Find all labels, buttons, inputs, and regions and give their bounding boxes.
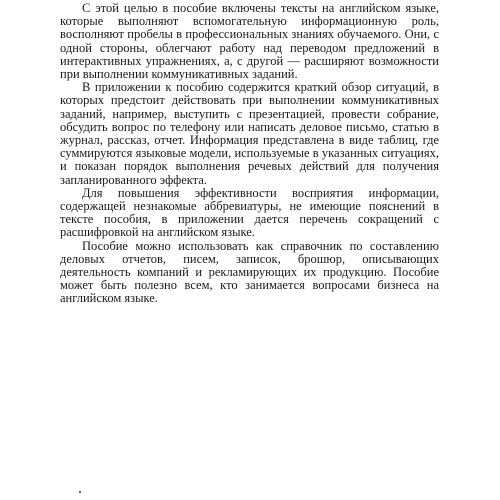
scan-speck bbox=[79, 491, 81, 493]
paragraph-3: Для повышения эффективности восприятия информации, содержащей незнакомые аббревиатуры, не имеющие пояснений в тексте пособия, в приложении дается перечень сокращений с расшифровкой на английском языке. bbox=[60, 185, 439, 240]
paragraph-2: В приложении к пособию содержится краткий обзор ситуаций, в которых предстоит действовать при выполнении коммуникативных заданий, например, выступить с презентацией, провести собрание, обсудить вопрос по телефону или написать деловое письмо, статью в журнал, рассказ, отчет. Информация представлена в виде таблиц, где суммируются языковые модели, используемые в указанных ситуациях, и показан порядок выполнения речевых действий для получения запланированного эффекта. bbox=[60, 80, 439, 187]
paragraph-1: С этой целью в пособие включены тексты на английском языке, которые выполняют вспомогательную информационную роль, восполняют пробелы в профессиональных знаниях обучаемого. Они, с одной стороны, облегчают работу над переводом предложений в интерактивных упражнениях, а, с другой — расширяют возможности при выполнении коммуникативных заданий. bbox=[60, 1, 439, 82]
paragraph-4: Пособие можно использовать как справочник по составлению деловых отчетов, писем, записок, брошюр, описывающих деятельность компаний и рекламирующих их продукцию. Пособие может быть полезно всем, кто занимается вопросами бизнеса на английском языке. bbox=[60, 238, 439, 306]
body-text bbox=[60, 2, 439, 306]
